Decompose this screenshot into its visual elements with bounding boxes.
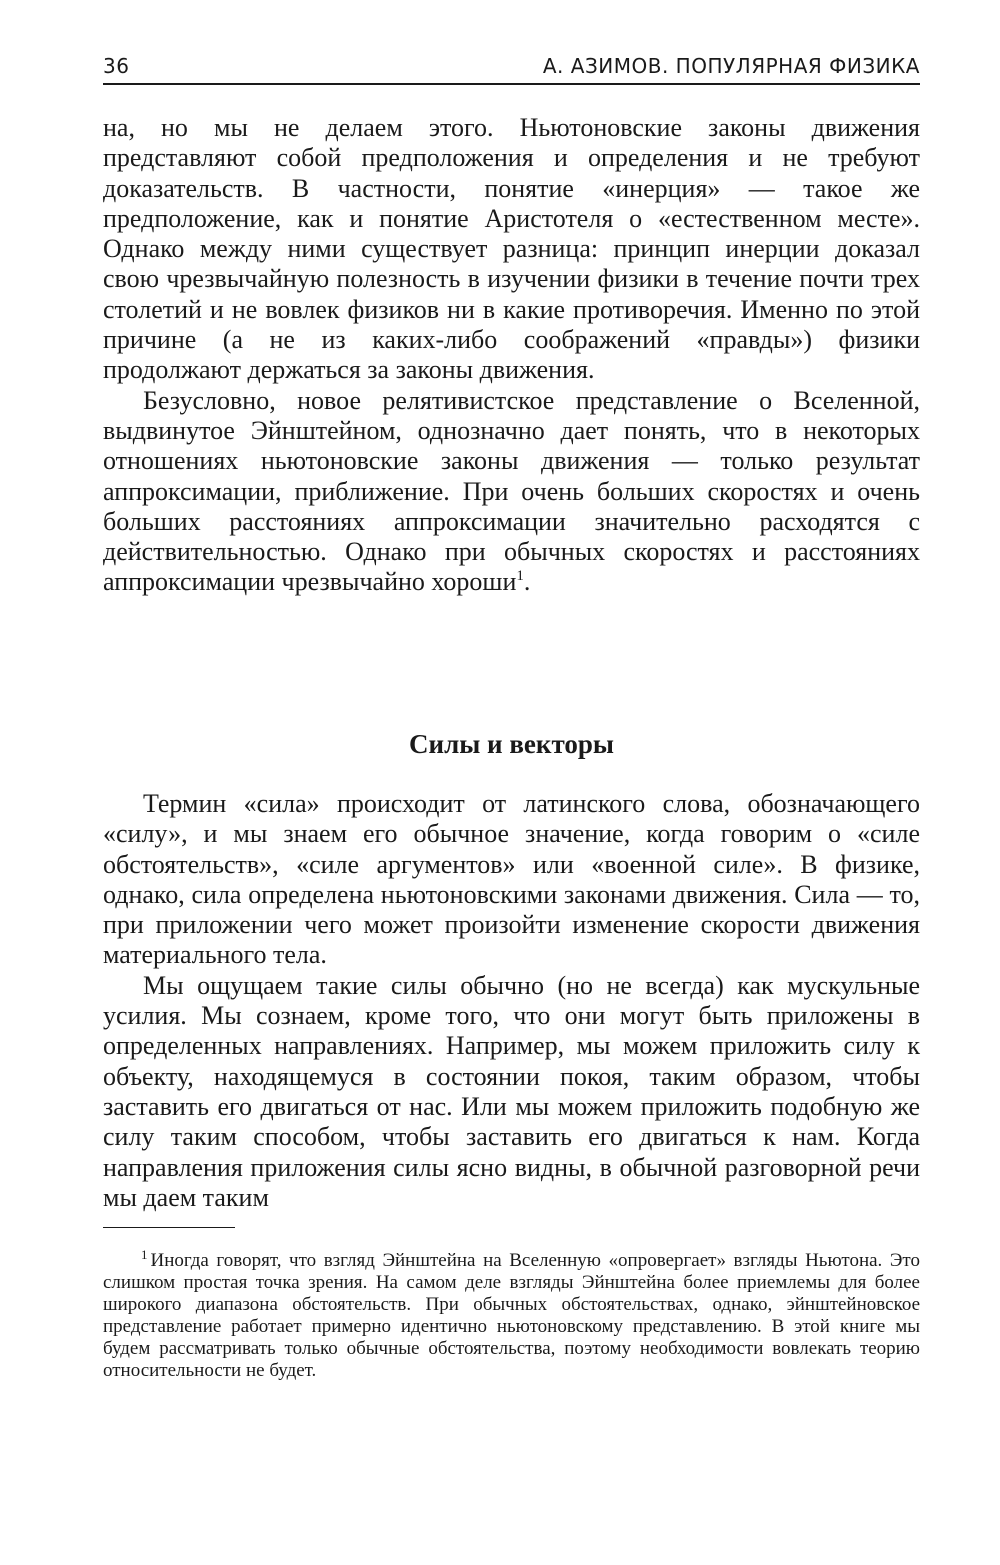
- header-rule: [103, 83, 920, 85]
- running-title: А. АЗИМОВ. ПОПУЛЯРНАЯ ФИЗИКА: [542, 54, 920, 78]
- text-block-after-heading: [103, 789, 920, 1213]
- paragraph-text: на, но мы не делаем этого. Ньютоновские законы движения представляют собой предположения и определения и не требуют доказательств. В частности, понятие «инерция» — такое же предположение, как и понятие Аристотеля о «естественном месте». Однако между ними существует разница: принцип инерции доказал свою чрезвычайную полезность в изучении физики в течение почти трех столетий и не вовлек физиков ни в какие противоречия. Именно по этой причине (а не из каких-либо соображений «правды») физики продолжают держаться за законы движения.: [103, 113, 920, 385]
- running-header: [103, 50, 920, 84]
- paragraph-continuation: [103, 113, 920, 386]
- paragraph: [103, 789, 920, 971]
- section-heading: Силы и векторы: [409, 729, 614, 759]
- footnote-separator: [103, 1227, 235, 1228]
- paragraph-ending: .: [523, 567, 531, 597]
- paragraph-text: Безусловно, новое релятивистское представление о Вселенной, выдвинутое Эйнштейном, однозначно дает понять, что в некоторых отношениях ньютоновские законы движения — только результат аппроксимации, приближение. При очень больших скоростях и очень больших расстояниях аппроксимации значительно расходятся с действительностью. Однако при обычных скоростях и расстояниях аппроксимации чрезвычайно хороши: [103, 385, 920, 597]
- page-number: 36: [103, 54, 130, 78]
- footnote-reference[interactable]: 1: [516, 568, 524, 585]
- paragraph-text: Термин «сила» происходит от латинского слова, обозначающего «силу», и мы знаем его обычное значение, когда говорим о «силе обстоятельств», «силе аргументов» или «военной силе». В физике, однако, сила определена ньютоновскими законами движения. Сила — то, при приложении чего может произойти изменение скорости движения материального тела.: [103, 789, 920, 970]
- footnote-text: Иногда говорят, что взгляд Эйнштейна на Вселенную «опровергает» взгляды Ньютона. Это слишком простая точка зрения. На самом деле взгляды Эйнштейна более приемлемы для более широкого диапазона обстоятельств. При обычных обстоятельствах, однако, эйнштейновское представление работает примерно идентично ньютоновскому представлению. В этой книге мы будем рассматривать только обычные обстоятельства, поэтому необходимости вовлекать теорию относительности не будет.: [103, 1250, 920, 1381]
- text-block-before-heading: [103, 113, 920, 598]
- paragraph: [103, 386, 920, 598]
- paragraph-text: Мы ощущаем такие силы обычно (но не всегда) как мускульные усилия. Мы сознаем, кроме того, что они могут быть приложены в определенных направлениях. Например, мы можем приложить силу к объекту, находящемуся в состоянии покоя, таким образом, чтобы заставить его двигаться от нас. Или мы можем приложить подобную же силу таким способом, чтобы заставить его двигаться к нам. Когда направления приложения силы ясно видны, в обычной разговорной речи мы даем таким: [103, 970, 920, 1212]
- footnote-marker: 1: [141, 1247, 148, 1262]
- footnote: [103, 1247, 920, 1382]
- paragraph: [103, 971, 920, 1213]
